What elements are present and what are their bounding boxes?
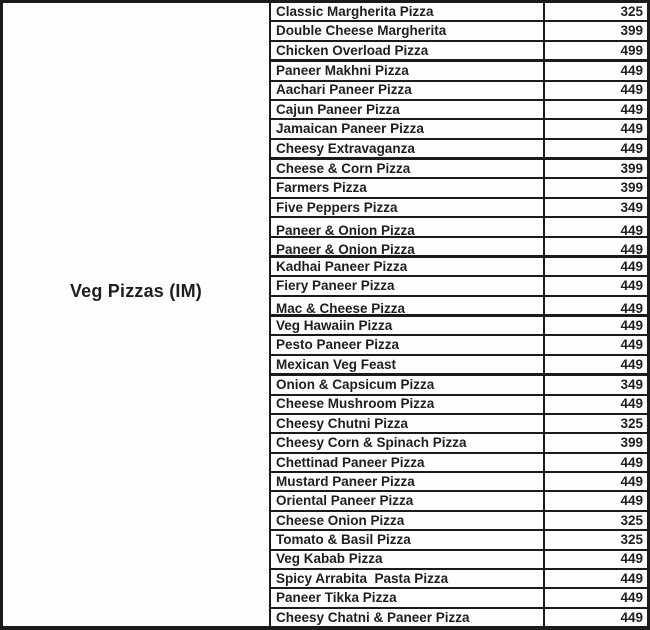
category-cell bbox=[3, 3, 271, 626]
item-name: Cheesy Corn & Spinach Pizza bbox=[271, 434, 545, 451]
menu-row bbox=[271, 454, 647, 473]
menu-row bbox=[271, 609, 647, 626]
item-price: 349 bbox=[620, 199, 643, 215]
item-price: 449 bbox=[620, 222, 643, 236]
item-name: Oriental Paneer Pizza bbox=[271, 492, 545, 509]
item-name: Cheese Onion Pizza bbox=[271, 512, 545, 529]
menu-row bbox=[271, 82, 647, 101]
item-price: 399 bbox=[620, 23, 643, 39]
menu-row bbox=[271, 120, 647, 139]
item-name: Tomato & Basil Pizza bbox=[271, 531, 545, 548]
menu-row bbox=[271, 531, 647, 550]
item-price: 449 bbox=[620, 356, 643, 372]
item-name: Paneer Tikka Pizza bbox=[271, 589, 545, 606]
menu-row bbox=[271, 473, 647, 492]
item-name: Cajun Paneer Pizza bbox=[271, 101, 545, 118]
item-name: Mexican Veg Feast bbox=[271, 356, 545, 373]
menu-row bbox=[271, 3, 647, 22]
item-name: Cheesy Chatni & Paneer Pizza bbox=[271, 609, 545, 626]
menu-row bbox=[271, 238, 647, 258]
menu-row bbox=[271, 589, 647, 608]
menu-row bbox=[271, 551, 647, 570]
item-name: Classic Margherita Pizza bbox=[271, 3, 545, 20]
item-name: Cheesy Chutni Pizza bbox=[271, 415, 545, 432]
item-price: 325 bbox=[620, 512, 643, 528]
item-name: Five Peppers Pizza bbox=[271, 199, 545, 216]
item-name: Cheesy Extravaganza bbox=[271, 140, 545, 157]
menu-row bbox=[271, 258, 647, 277]
item-price: 325 bbox=[620, 3, 643, 19]
item-name: Cheese & Corn Pizza bbox=[271, 160, 545, 177]
item-price: 499 bbox=[620, 42, 643, 58]
item-name: Veg Hawaiin Pizza bbox=[271, 317, 545, 334]
menu-row bbox=[271, 317, 647, 336]
item-name: Paneer Makhni Pizza bbox=[271, 62, 545, 79]
item-price: 449 bbox=[620, 121, 643, 137]
item-price: 325 bbox=[620, 532, 643, 548]
item-name: Kadhai Paneer Pizza bbox=[271, 258, 545, 275]
item-price: 449 bbox=[620, 590, 643, 606]
menu-row bbox=[271, 356, 647, 376]
menu-row bbox=[271, 277, 647, 296]
item-price: 449 bbox=[620, 63, 643, 79]
menu-row bbox=[271, 101, 647, 120]
item-price: 449 bbox=[620, 396, 643, 412]
menu-row bbox=[271, 42, 647, 62]
item-name: Chicken Overload Pizza bbox=[271, 42, 545, 59]
menu-rows bbox=[271, 3, 647, 626]
item-name: Jamaican Paneer Pizza bbox=[271, 120, 545, 137]
menu-row bbox=[271, 570, 647, 589]
item-name: Aachari Paneer Pizza bbox=[271, 82, 545, 99]
item-price: 449 bbox=[620, 317, 643, 333]
item-price: 449 bbox=[620, 241, 643, 255]
item-price: 449 bbox=[620, 278, 643, 294]
menu-row bbox=[271, 62, 647, 81]
item-price: 449 bbox=[620, 337, 643, 353]
item-name: Paneer & Onion Pizza bbox=[271, 238, 545, 255]
menu-row bbox=[271, 376, 647, 395]
category-label: Veg Pizzas (IM) bbox=[69, 281, 203, 301]
item-price: 399 bbox=[620, 160, 643, 176]
menu-row bbox=[271, 160, 647, 179]
menu-row bbox=[271, 396, 647, 415]
menu-row bbox=[271, 22, 647, 41]
item-price: 399 bbox=[620, 180, 643, 196]
item-price: 449 bbox=[620, 493, 643, 509]
menu-row bbox=[271, 434, 647, 453]
item-name: Cheese Mushroom Pizza bbox=[271, 396, 545, 413]
item-price: 449 bbox=[620, 258, 643, 274]
item-price: 399 bbox=[620, 435, 643, 451]
item-price: 349 bbox=[620, 377, 643, 393]
item-price: 449 bbox=[620, 140, 643, 156]
menu-row bbox=[271, 218, 647, 237]
menu-row bbox=[271, 199, 647, 218]
item-price: 449 bbox=[620, 301, 643, 314]
item-name: Mustard Paneer Pizza bbox=[271, 473, 545, 490]
item-name: Double Cheese Margherita bbox=[271, 22, 545, 39]
menu-row bbox=[271, 140, 647, 160]
item-price: 449 bbox=[620, 82, 643, 98]
item-name: Chettinad Paneer Pizza bbox=[271, 454, 545, 471]
item-price: 449 bbox=[620, 101, 643, 117]
menu-row bbox=[271, 179, 647, 198]
item-price: 449 bbox=[620, 570, 643, 586]
item-price: 449 bbox=[620, 609, 643, 625]
menu-row bbox=[271, 512, 647, 531]
item-price: 449 bbox=[620, 454, 643, 470]
menu-row bbox=[271, 297, 647, 317]
menu-row bbox=[271, 492, 647, 511]
item-name: Paneer & Onion Pizza bbox=[271, 218, 545, 235]
menu-row bbox=[271, 415, 647, 434]
item-name: Onion & Capsicum Pizza bbox=[271, 376, 545, 393]
item-name: Mac & Cheese Pizza bbox=[271, 297, 545, 314]
menu-row bbox=[271, 336, 647, 355]
item-price: 449 bbox=[620, 551, 643, 567]
item-price: 325 bbox=[620, 415, 643, 431]
item-name: Pesto Paneer Pizza bbox=[271, 336, 545, 353]
item-name: Spicy Arrabita Pasta Pizza bbox=[271, 570, 545, 587]
item-price: 449 bbox=[620, 473, 643, 489]
item-name: Fiery Paneer Pizza bbox=[271, 277, 545, 294]
item-name: Veg Kabab Pizza bbox=[271, 551, 545, 568]
item-name: Farmers Pizza bbox=[271, 179, 545, 196]
